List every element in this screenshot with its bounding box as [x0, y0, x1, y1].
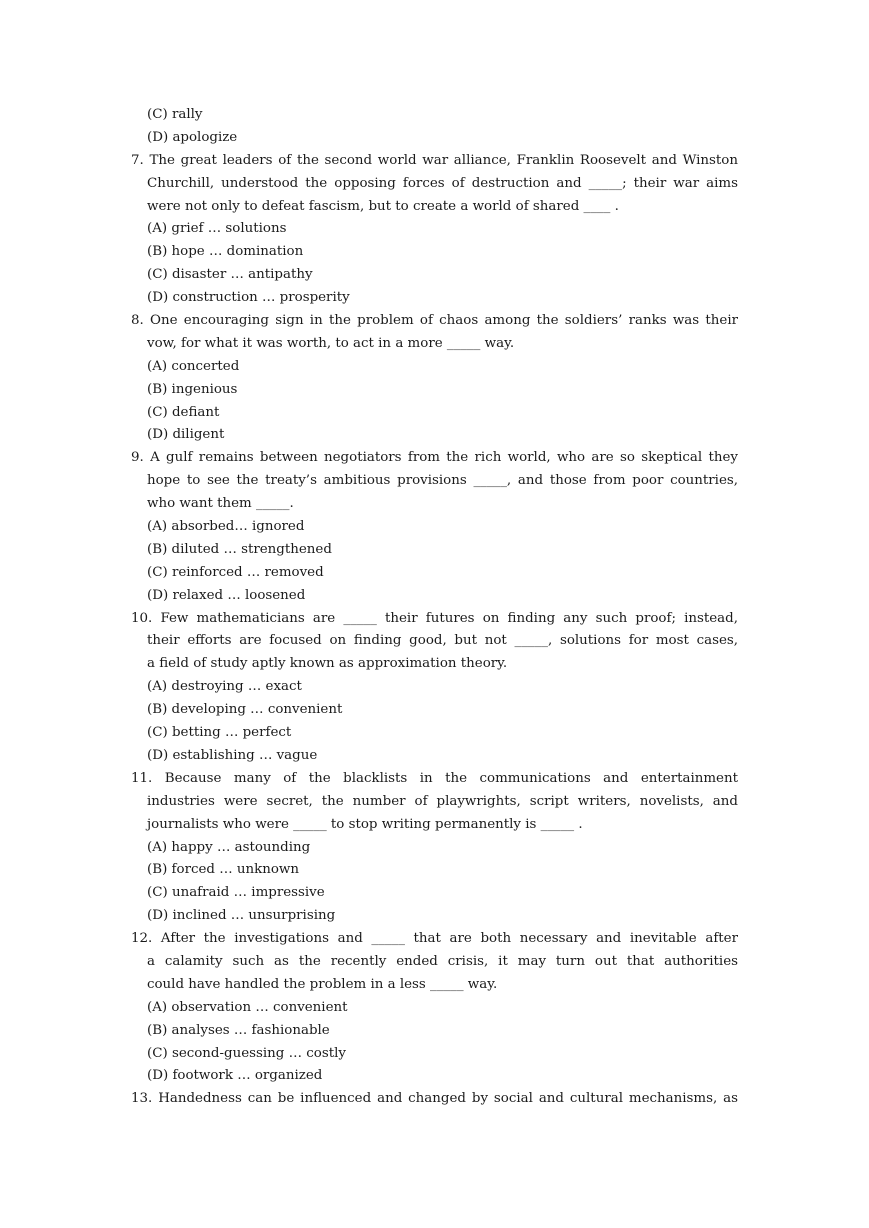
question-9-stem: 9. A gulf remains between negotiators from the rich world, who are so skeptical they	[131, 450, 738, 466]
question-7-option-d: (D) construction … prosperity	[147, 290, 350, 306]
question-12-stem: 12. After the investigations and _____ that are both necessary and inevitable after	[131, 931, 738, 947]
question-8-option-d: (D) diligent	[147, 427, 225, 443]
question-12-stem-cont: could have handled the problem in a less _____ way.	[147, 976, 498, 992]
question-7-option-b: (B) hope … domination	[147, 244, 304, 260]
question-9-option-b: (B) diluted … strengthened	[147, 541, 332, 557]
question-11-stem-cont: industries were secret, the number of playwrights, script writers, novelists, and	[147, 793, 738, 809]
question-8-option-c: (C) defiant	[147, 404, 220, 420]
question-10-option-d: (D) establishing … vague	[147, 747, 318, 763]
question-9-option-d: (D) relaxed … loosened	[147, 587, 306, 603]
question-12-option-d: (D) footwork … organized	[147, 1068, 323, 1084]
question-8-stem-cont: vow, for what it was worth, to act in a more _____ way.	[147, 335, 515, 351]
question-11-option-d: (D) inclined … unsurprising	[147, 908, 336, 924]
question-11-stem-cont: journalists who were _____ to stop writing permanently is _____ .	[147, 816, 583, 832]
question-8-option-b: (B) ingenious	[147, 381, 238, 397]
question-7-option-c: (C) disaster … antipathy	[147, 267, 313, 283]
option-7-d-prev: (D) apologize	[147, 129, 238, 145]
question-11-stem: 11. Because many of the blacklists in the communications and entertainment	[131, 770, 738, 786]
question-9-option-c: (C) reinforced … removed	[147, 564, 324, 580]
option-7-c-prev: (C) rally	[147, 107, 203, 122]
question-11-option-c: (C) unafraid … impressive	[147, 885, 325, 901]
question-9-option-a: (A) absorbed… ignored	[147, 519, 305, 535]
question-9-stem-cont: hope to see the treaty’s ambitious provisions _____, and those from poor countries,	[147, 473, 738, 489]
document-page	[131, 104, 738, 1111]
question-12-option-a: (A) observation … convenient	[147, 999, 348, 1015]
question-11-option-b: (B) forced … unknown	[147, 862, 299, 878]
question-13-stem: 13. Handedness can be influenced and changed by social and cultural mechanisms, as	[131, 1091, 738, 1107]
question-11-option-a: (A) happy … astounding	[147, 839, 311, 855]
question-12-stem-cont: a calamity such as the recently ended crisis, it may turn out that authorities	[147, 953, 738, 969]
question-12-option-c: (C) second-guessing … costly	[147, 1045, 346, 1061]
question-7-option-a: (A) grief … solutions	[147, 221, 287, 237]
question-10-stem: 10. Few mathematicians are _____ their futures on finding any such proof; instead,	[131, 610, 738, 626]
question-7-stem: 7. The great leaders of the second world war alliance, Franklin Roosevelt and Winston	[131, 152, 738, 168]
question-7-stem-cont: Churchill, understood the opposing forces of destruction and _____; their war aims	[147, 175, 738, 191]
question-10-option-c: (C) betting … perfect	[147, 725, 292, 741]
question-8-stem: 8. One encouraging sign in the problem of chaos among the soldiers’ ranks was their	[131, 313, 738, 329]
question-10-stem-cont: their efforts are focused on finding good, but not _____, solutions for most cases,	[147, 633, 738, 649]
question-10-option-b: (B) developing … convenient	[147, 702, 343, 718]
question-10-stem-cont: a field of study aptly known as approximation theory.	[147, 656, 508, 672]
question-9-stem-cont: who want them _____.	[147, 496, 294, 512]
question-8-option-a: (A) concerted	[147, 358, 240, 374]
question-7-stem-cont: were not only to defeat fascism, but to create a world of shared ____ .	[147, 198, 619, 214]
question-10-option-a: (A) destroying … exact	[147, 679, 302, 695]
question-12-option-b: (B) analyses … fashionable	[147, 1022, 330, 1038]
